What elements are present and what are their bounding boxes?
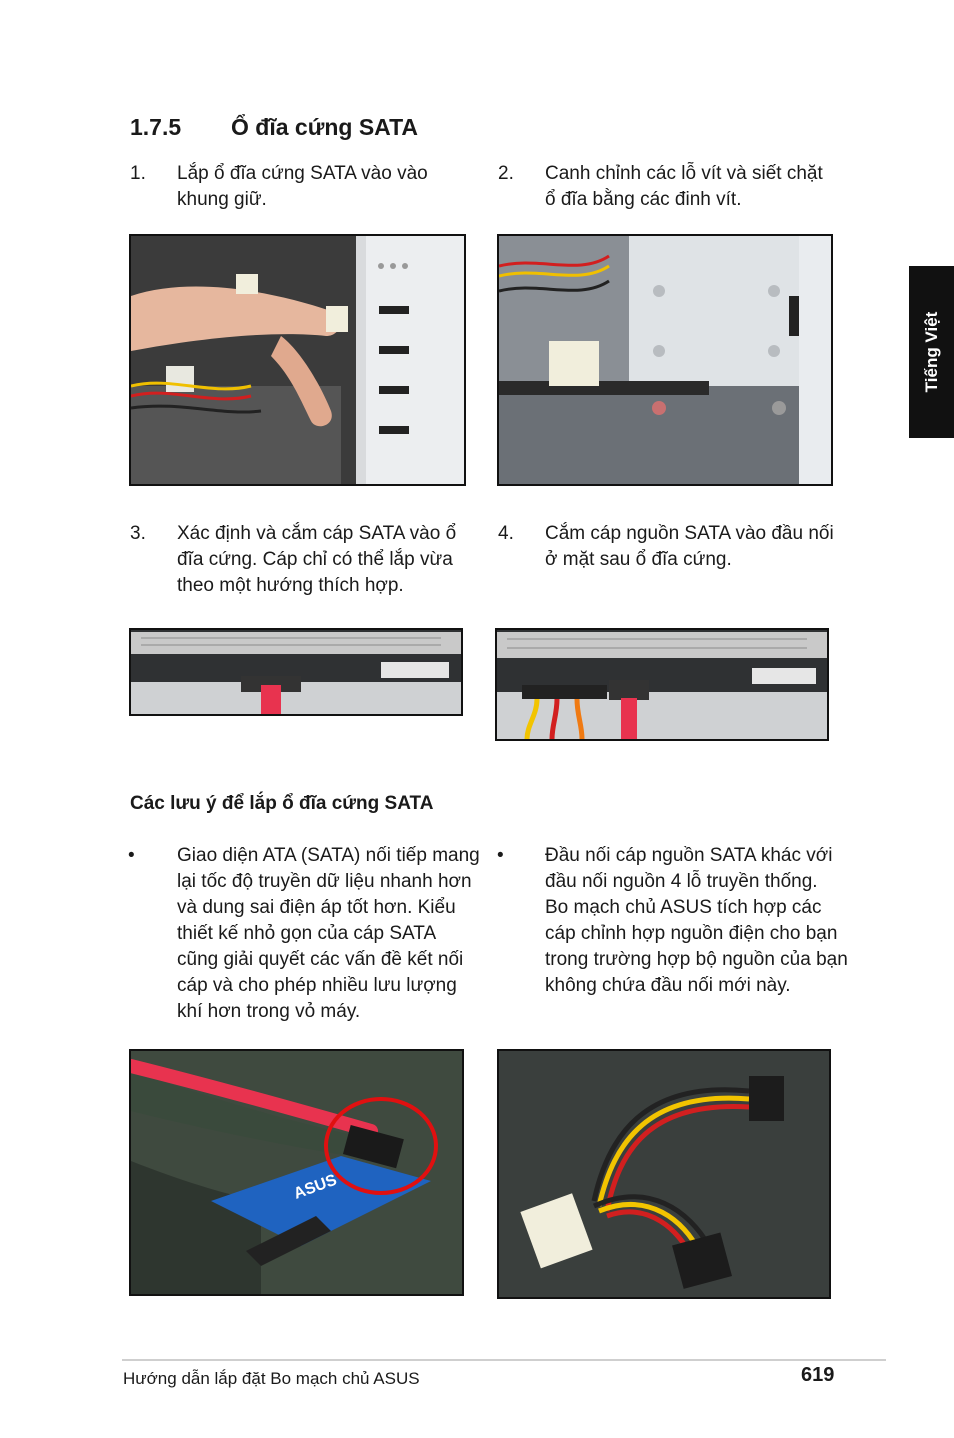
footer-divider — [122, 1359, 886, 1361]
note-1-line: Giao diện ATA (SATA) nối tiếp mang — [177, 845, 480, 866]
photo-power-adapter — [497, 1049, 831, 1299]
note-2-line: Bo mạch chủ ASUS tích hợp các — [545, 897, 822, 918]
note-1-text — [177, 843, 480, 1025]
step-4-line: ở mặt sau ổ đĩa cứng. — [545, 549, 732, 570]
note-2-line: trong trường hợp bộ nguồn của bạn — [545, 949, 848, 970]
step-4-line: Cắm cáp nguồn SATA vào đầu nối — [545, 523, 834, 544]
step-1-line: Lắp ổ đĩa cứng SATA vào vào — [177, 163, 428, 184]
photo-step-1 — [129, 234, 466, 486]
note-1-line: thiết kế nhỏ gọn của cáp SATA — [177, 923, 437, 944]
photo-step-3 — [129, 628, 463, 716]
note-1-bullet: • — [128, 845, 135, 866]
note-1-line: cũng giải quyết các vấn đề kết nối — [177, 949, 464, 970]
photo-step-2 — [497, 234, 833, 486]
step-2-line: ổ đĩa bằng các đinh vít. — [545, 189, 742, 210]
language-tab — [909, 266, 954, 438]
step-2-line: Canh chỉnh các lỗ vít và siết chặt — [545, 163, 823, 184]
note-2-line: không chứa đầu nối mới này. — [545, 975, 791, 996]
step-3-number: 3. — [130, 523, 146, 544]
language-tab-label: Tiếng Việt — [921, 311, 941, 393]
section-number: 1.7.5 — [130, 114, 182, 140]
note-2-text — [545, 843, 848, 999]
footer-text: Hướng dẫn lắp đặt Bo mạch chủ ASUS — [123, 1369, 420, 1388]
step-1-number: 1. — [130, 163, 146, 184]
section-title: Ổ đĩa cứng SATA — [231, 114, 419, 140]
asus-label: ASUS — [291, 1171, 340, 1203]
notes-heading: Các lưu ý để lắp ổ đĩa cứng SATA — [130, 793, 434, 814]
note-1-line: lại tốc độ truyền dữ liệu nhanh hơn — [177, 871, 472, 892]
step-2-number: 2. — [498, 163, 514, 184]
step-1-line: khung giữ. — [177, 189, 267, 210]
note-1-line: cáp và cho phép nhiều lưu lượng — [177, 975, 457, 996]
note-2-bullet: • — [497, 845, 504, 866]
step-3-text — [177, 521, 456, 599]
step-1-text — [177, 161, 428, 213]
note-2-line: cáp chỉnh hợp nguồn điện cho bạn — [545, 923, 838, 944]
note-1-line: khí hơn trong vỏ máy. — [177, 1001, 361, 1022]
note-1-line: và dung sai điện áp tốt hơn. Kiểu — [177, 897, 456, 918]
note-2-line: Đầu nối cáp nguồn SATA khác với — [545, 845, 833, 866]
photo-step-4 — [495, 628, 829, 741]
page-number: 619 — [801, 1364, 835, 1386]
note-2-line: đầu nối nguồn 4 lỗ truyền thống. — [545, 871, 818, 892]
step-3-line: theo một hướng thích hợp. — [177, 575, 404, 596]
step-4-number: 4. — [498, 523, 514, 544]
step-3-line: đĩa cứng. Cáp chỉ có thể lắp vừa — [177, 549, 453, 570]
step-4-text — [545, 521, 834, 573]
step-2-text — [545, 161, 823, 213]
photo-sata-cable — [129, 1049, 464, 1296]
step-3-line: Xác định và cắm cáp SATA vào ổ — [177, 523, 457, 544]
